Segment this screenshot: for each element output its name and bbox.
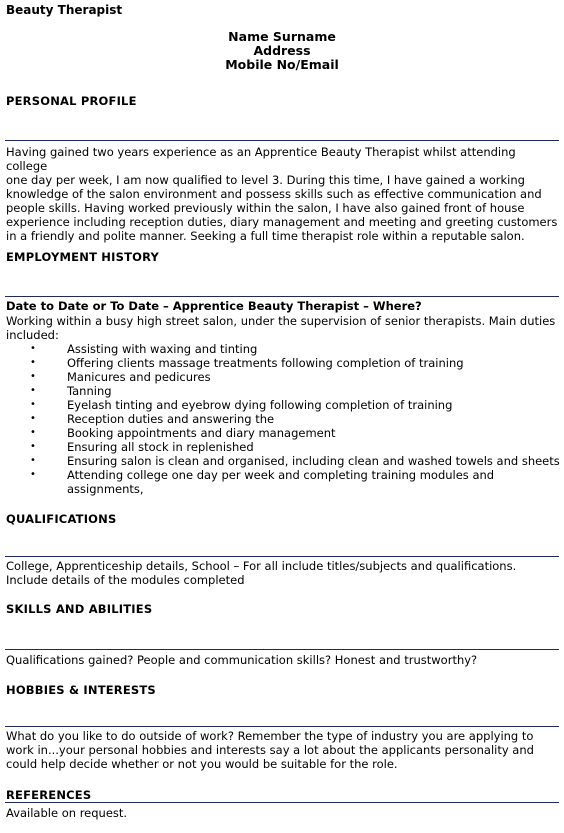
duty-text: Assisting with waxing and tinting xyxy=(67,342,258,356)
employment-intro xyxy=(6,314,560,342)
skills-heading: SKILLS AND ABILITIES xyxy=(6,602,153,616)
qualifications-divider xyxy=(5,556,559,557)
document-title: Beauty Therapist xyxy=(6,3,123,17)
bullet-icon: • xyxy=(30,399,36,410)
personal-profile-heading: PERSONAL PROFILE xyxy=(6,94,137,108)
bullet-icon: • xyxy=(30,441,36,452)
employment-intro-line: Working within a busy high street salon, under the supervision of senior therapists. Main duties xyxy=(6,314,556,328)
duty-text: Ensuring salon is clean and organised, including clean and washed towels and sheets xyxy=(67,454,560,468)
qualifications-heading: QUALIFICATIONS xyxy=(6,512,117,526)
list-item xyxy=(6,440,562,454)
hobbies-line: What do you like to do outside of work? Remember the type of industry you are applying to xyxy=(6,729,534,743)
contact-block xyxy=(0,30,564,72)
hobbies-line: could help decide whether or not you would be suitable for the role. xyxy=(6,757,398,771)
list-item xyxy=(6,384,562,398)
contact-name: Name Surname xyxy=(228,29,336,44)
employment-history-divider xyxy=(5,296,559,297)
duty-text: Booking appointments and diary management xyxy=(67,426,336,440)
list-item xyxy=(6,426,562,440)
duties-list xyxy=(6,342,562,496)
hobbies-divider xyxy=(5,726,559,727)
bullet-icon: • xyxy=(30,413,36,424)
profile-line: in a friendly and polite manner. Seeking a full time therapist role within a reputable salon. xyxy=(6,229,525,243)
contact-mobile-email: Mobile No/Email xyxy=(225,57,339,72)
hobbies-line: work in...your personal hobbies and interests say a lot about the applicants personality and xyxy=(6,743,534,757)
hobbies-text xyxy=(6,729,560,771)
qualifications-line: College, Apprenticeship details, School – For all include titles/subjects and qualifications. xyxy=(6,559,517,573)
duty-text: Offering clients massage treatments following completion of training xyxy=(67,356,464,370)
profile-line: people skills. Having worked previously within the salon, I have also gained front of house xyxy=(6,201,525,215)
list-item xyxy=(6,482,562,496)
profile-line: Having gained two years experience as an Apprentice Beauty Therapist whilst attending college xyxy=(6,145,516,173)
personal-profile-divider xyxy=(5,140,559,141)
duty-text-continuation: assignments, xyxy=(67,482,144,496)
skills-text xyxy=(6,653,560,667)
hobbies-heading: HOBBIES & INTERESTS xyxy=(6,683,156,697)
bullet-icon: • xyxy=(30,455,36,466)
references-text xyxy=(6,806,560,820)
duty-text: Reception duties and answering the xyxy=(67,412,275,426)
list-item xyxy=(6,398,562,412)
personal-profile-text xyxy=(6,145,560,243)
duty-text: Manicures and pedicures xyxy=(67,370,211,384)
bullet-icon: • xyxy=(30,427,36,438)
qualifications-text xyxy=(6,559,560,587)
list-item xyxy=(6,342,562,356)
skills-divider xyxy=(5,649,559,650)
list-item xyxy=(6,454,562,468)
contact-address: Address xyxy=(253,43,311,58)
duty-text: Tanning xyxy=(67,384,112,398)
profile-line: experience including reception duties, diary management and meeting and greeting customers xyxy=(6,215,558,229)
skills-line: Qualifications gained? People and communication skills? Honest and trustworthy? xyxy=(6,653,478,667)
bullet-icon: • xyxy=(30,371,36,382)
duty-text: Eyelash tinting and eyebrow dying following completion of training xyxy=(67,398,453,412)
employment-intro-line: included: xyxy=(6,328,59,342)
profile-line: knowledge of the salon environment and possess skills such as effective communication and xyxy=(6,187,542,201)
references-line: Available on request. xyxy=(6,806,128,820)
bullet-icon: • xyxy=(30,343,36,354)
bullet-icon: • xyxy=(30,357,36,368)
duty-text: Ensuring all stock in replenished xyxy=(67,440,254,454)
bullet-icon: • xyxy=(30,385,36,396)
qualifications-line: Include details of the modules completed xyxy=(6,573,245,587)
list-item xyxy=(6,412,562,426)
employment-history-heading: EMPLOYMENT HISTORY xyxy=(6,250,160,264)
list-item xyxy=(6,468,562,482)
profile-line: one day per week, I am now qualified to level 3. During this time, I have gained a working xyxy=(6,173,525,187)
references-heading: REFERENCES xyxy=(6,788,92,802)
duty-text: Attending college one day per week and completing training modules and xyxy=(67,468,495,482)
job-title: Date to Date or To Date – Apprentice Beauty Therapist – Where? xyxy=(6,299,422,313)
bullet-icon: • xyxy=(30,469,36,480)
references-divider xyxy=(5,802,559,803)
list-item xyxy=(6,370,562,384)
list-item xyxy=(6,356,562,370)
